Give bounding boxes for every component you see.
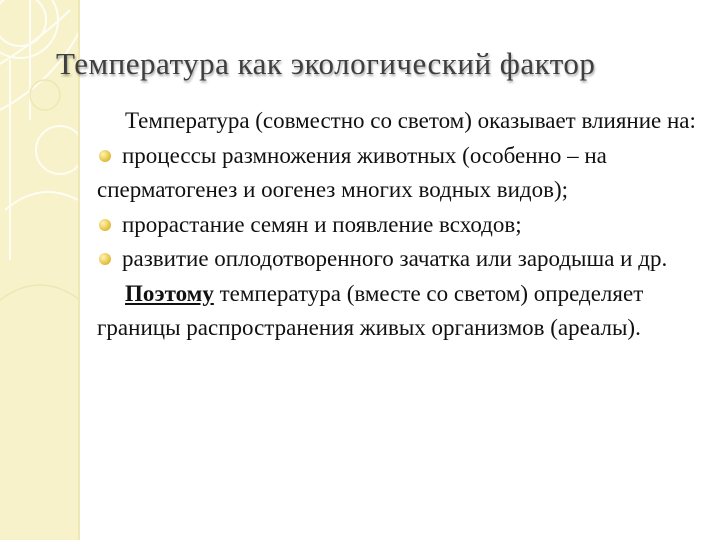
bullet-text: процессы размножения животных (особенно – на сперматогенез и оогенез многих водных видов); [97,142,607,202]
conclusion-emphasis: Поэтому [125,280,214,306]
slide-title: Температура как экологический фактор [56,46,596,81]
bullet-item [97,208,707,243]
bullet-text: прорастание семян и появление всходов; [122,211,522,237]
bullet-icon [99,150,111,162]
conclusion-text: температура (вместе со светом) определяет границы распространения живых организмов (ареалы). [97,280,644,340]
bullet-item [97,242,707,277]
conclusion-paragraph [97,277,707,346]
slide-body [97,104,707,346]
bullet-icon [99,253,111,265]
bullet-text: развитие оплодотворенного зачатка или зародыша и др. [122,246,668,271]
bullet-icon [99,219,111,231]
bullet-item [97,139,707,208]
intro-paragraph: Температура (совместно со светом) оказывает влияние на: [125,108,696,133]
